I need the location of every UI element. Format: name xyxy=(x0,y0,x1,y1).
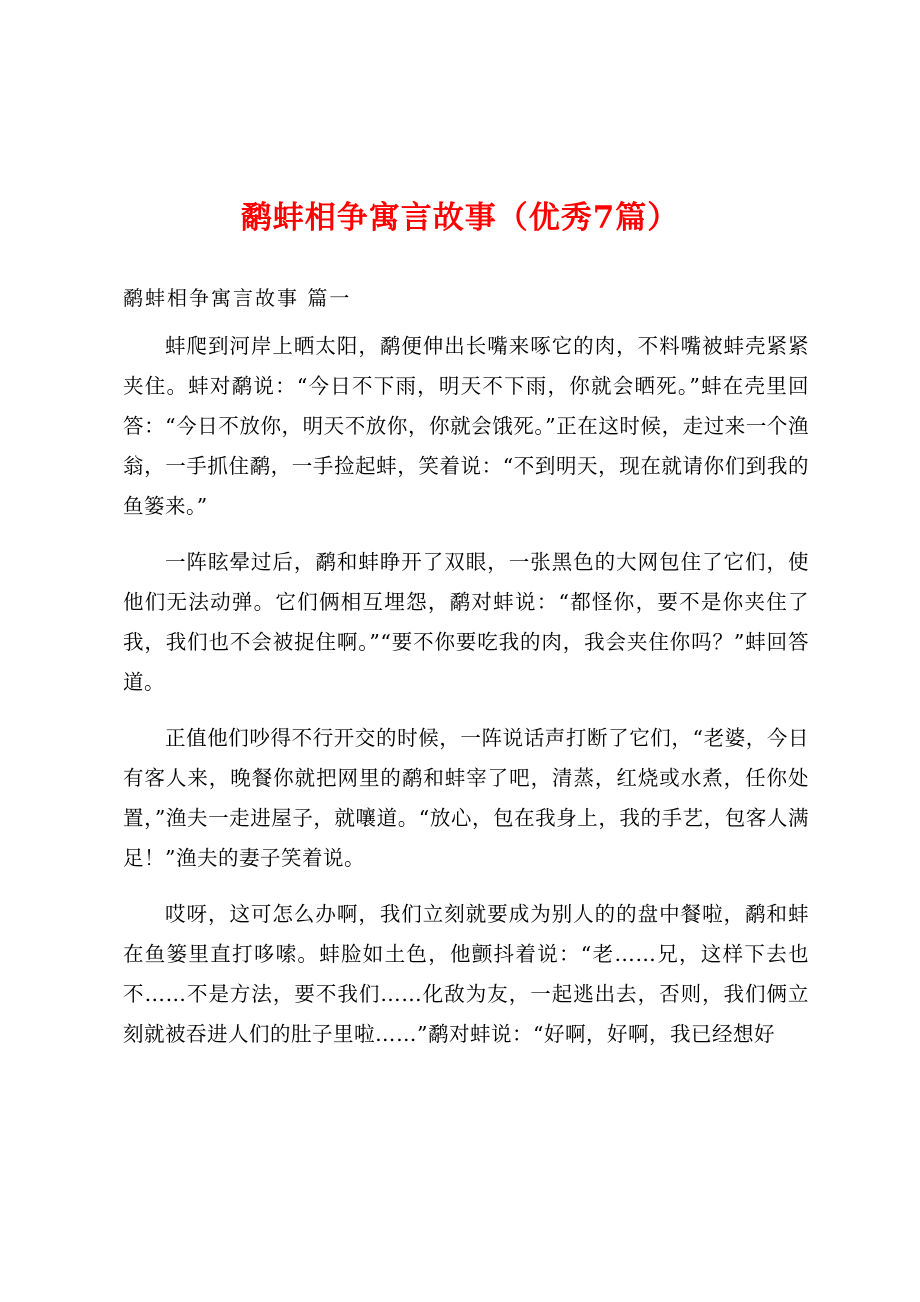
paragraph-2: 一阵眩晕过后，鹬和蚌睁开了双眼，一张黑色的大网包住了它们，使他们无法动弹。它们俩相互埋怨，鹬对蚌说：“都怪你，要不是你夹住了我，我们也不会被捉住啊。”“要不你要吃我的肉，我会夹住你吗？”蚌回答道。 xyxy=(123,550,809,694)
paragraph-4: 哎呀，这可怎么办啊，我们立刻就要成为别人的的盘中餐啦，鹬和蚌在鱼篓里直打哆嗦。蚌脸如土色，他颤抖着说：“老……兄，这样下去也不……不是方法，要不我们……化敌为友，一起逃出去，否则，我们俩立刻就被吞进人们的肚子里啦……”鹬对蚌说：“好啊，好啊，我已经想好 xyxy=(123,902,809,1046)
paragraph-3: 正值他们吵得不行开交的时候，一阵说话声打断了它们，“老婆，今日有客人来，晚餐你就把网里的鹬和蚌宰了吧，清蒸，红烧或水煮，任你处置，”渔夫一走进屋子，就嚷道。“放心，包在我身上，我的手艺，包客人满足！”渔夫的妻子笑着说。 xyxy=(123,726,809,870)
paragraph-1: 蚌爬到河岸上晒太阳，鹬便伸出长嘴来啄它的肉，不料嘴被蚌壳紧紧夹住。蚌对鹬说：“今日不下雨，明天不下雨，你就会晒死。”蚌在壳里回答：“今日不放你，明天不放你，你就会饿死。”正在这时候，走过来一个渔翁，一手抓住鹬，一手捡起蚌，笑着说：“不到明天，现在就请你们到我的鱼篓来。” xyxy=(123,334,809,518)
section-heading: 鹬蚌相争寓言故事 篇一 xyxy=(123,286,352,310)
document-body xyxy=(123,326,809,1070)
document-title: 鹬蚌相争寓言故事（优秀7篇） xyxy=(240,200,680,236)
